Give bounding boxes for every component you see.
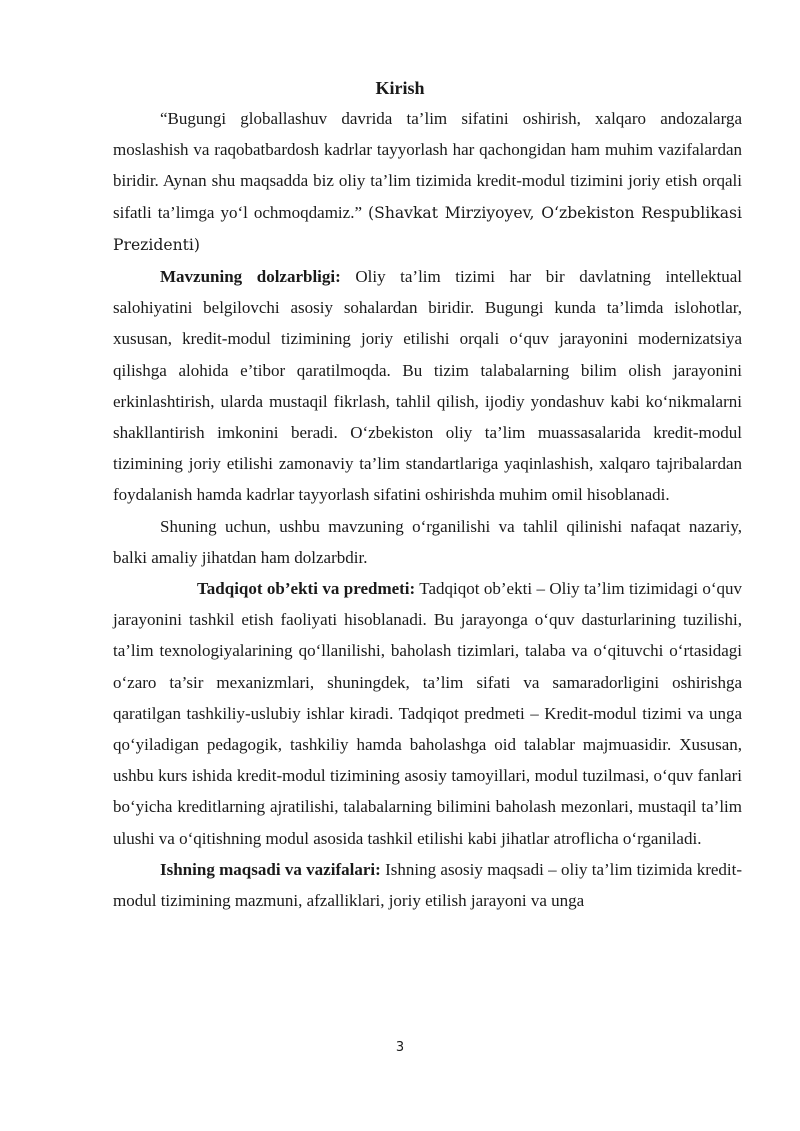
page-title: Kirish [375, 78, 425, 98]
goal-paragraph [113, 854, 742, 916]
quote-paragraph [113, 103, 742, 261]
quote-source: (Shavkat Mirziyoyev, O‘zbekiston Respublikasi Prezidenti) [113, 203, 742, 254]
page-number: 3 [395, 1040, 405, 1055]
goal-text: Ishning asosiy maqsadi – oliy ta’lim tizimida kredit-modul tizimining mazmuni, afzalliklari, joriy etilish jarayoni va unga [113, 859, 743, 911]
object-paragraph [113, 573, 742, 854]
object-heading: Tadqiqot ob’ekti va predmeti: [197, 579, 416, 599]
document-body [113, 103, 742, 916]
relevance-heading: Mavzuning dolzarbligi: [160, 267, 341, 287]
relevance-text: Oliy ta’lim tizimi har bir davlatning intellektual salohiyatini belgilovchi asosiy sohalardan biridir. Bugungi kunda ta’limda islohotlar, xususan, kredit-modul tizimining joriy etilishi orqali o‘quv jarayonini modernizatsiya qilishga alohida e’tibor qaratilmoqda. Bu tizim talabalarning bilim olish jarayonini erkinlashtirish, ularda mustaqil fikrlash, tahlil qilish, ijodiy yondashuv kabi ko‘nikmalarni shakllantirish imkonini beradi. O‘zbekiston oliy ta’lim muassasalarida kredit-modul tizimining joriy etilishi zamonaviy ta’lim standartlariga yaqinlashish, xalqaro tajribalardan foydalanish hamda kadrlar tayyorlash sifatini oshirishda muhim omil hisoblanadi. [113, 267, 743, 505]
object-text: Tadqiqot ob’ekti – Oliy ta’lim tizimidagi o‘quv jarayonini tashkil etish faoliyati hisoblanadi. Bu jarayonga o‘quv dasturlarining tuzilishi, ta’lim texnologiyalarining qo‘llanilishi, baholash tizimlari, talaba va o‘qituvchi o‘rtasidagi o‘zaro ta’sir mexanizmlari, shuningdek, ta’lim sifati va samaradorligini oshirishga qaratilgan tashkiliy-uslubiy ishlar kiradi. Tadqiqot predmeti – Kredit-modul tizimi va unga qo‘yiladigan pedagogik, tashkiliy hamda baholashga oid talablar majmuasidir. Xususan, ushbu kurs ishida kredit-modul tizimining asosiy tamoyillari, modul tuzilmasi, o‘quv fanlari bo‘yicha kreditlarning ajratilishi, talabalarning bilimini baholash mezonlari, mustaqil ta’lim ulushi va o‘qitishning modul asosida tashkil etilishi kabi jihatlar atroflicha o‘rganiladi. [113, 579, 742, 848]
therefore-paragraph: Shuning uchun, ushbu mavzuning o‘rganilishi va tahlil qilinishi nafaqat nazariy, balki amaliy jihatdan ham dolzarbdir. [113, 516, 742, 567]
quote-text: “Bugungi globallashuv davrida ta’lim sifatini oshirish, xalqaro andozalarga moslashish va raqobatbardosh kadrlar tayyorlash har qachongidan ham muhim vazifalardan biridir. Aynan shu maqsadda biz oliy ta’lim tizimida kredit-modul tizimini joriy etish orqali sifatli ta’limga yo‘l ochmoqdamiz.” [113, 109, 742, 222]
relevance-paragraph [113, 261, 742, 511]
goal-heading: Ishning maqsadi va vazifalari: [160, 859, 381, 879]
